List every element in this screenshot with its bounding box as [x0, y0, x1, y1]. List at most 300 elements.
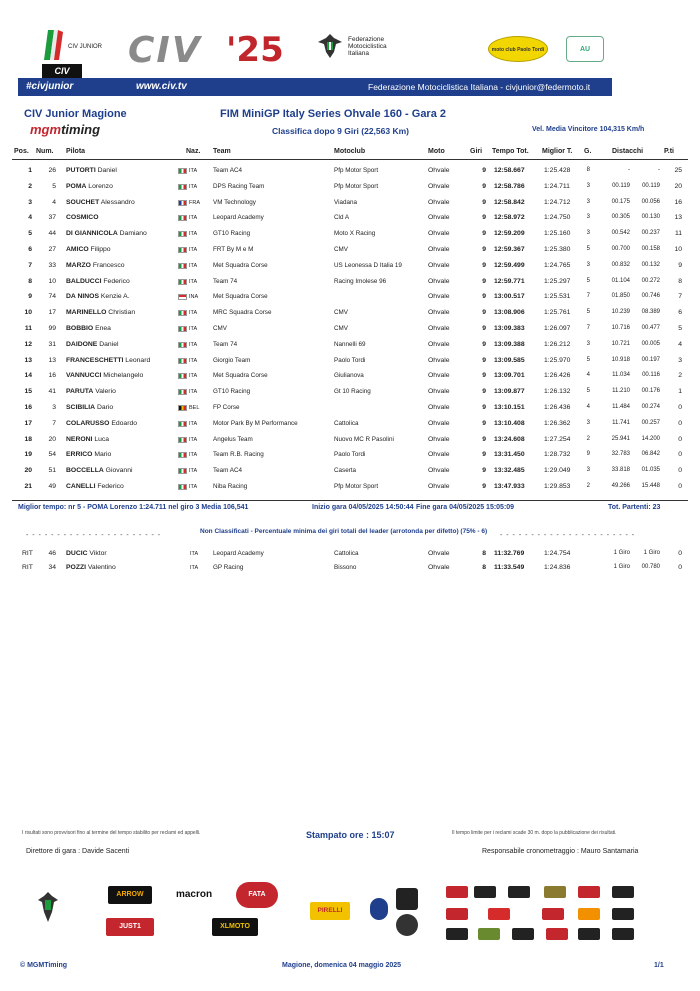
cell-num: 31: [48, 340, 56, 348]
cell-num: 3: [52, 404, 56, 411]
cell-pti: 25: [674, 167, 682, 174]
flag-ina-icon: [178, 294, 187, 300]
cell-team: FP Corse: [213, 404, 240, 411]
cell-pos: 8: [28, 277, 32, 285]
cell-naz: ITA: [190, 551, 199, 557]
rider-firstname: Francesco: [92, 261, 125, 269]
cell-giri: 9: [482, 293, 486, 301]
cell-moto: Ohvale: [428, 261, 450, 269]
cell-tempo: 13:09.585: [494, 356, 525, 364]
cell-motoclub: Paolo Tordi: [334, 451, 366, 459]
cell-num: 51: [48, 467, 56, 475]
rider-lastname: BOBBIO: [66, 325, 94, 332]
cell-pilota: [66, 467, 132, 474]
cell-distacco-leader: 11.484: [612, 404, 630, 410]
cell-pos: 21: [24, 483, 32, 490]
sponsor-logo-icon: [396, 888, 418, 910]
cell-g: 9: [586, 451, 590, 458]
sponsor-small-icon: [578, 928, 600, 940]
rider-firstname: Mario: [94, 451, 112, 459]
cell-moto: Ohvale: [428, 467, 450, 475]
rider-firstname: Viktor: [89, 550, 107, 557]
cell-moto: Ohvale: [428, 419, 450, 427]
moto-club-logo: moto club Paolo Tordi: [488, 36, 548, 62]
cell-g: 3: [586, 340, 590, 347]
cell-motoclub: Bissono: [334, 564, 357, 571]
rider-lastname: MARZO: [66, 261, 91, 269]
flag-ita-icon: [178, 279, 187, 285]
cell-team: Motor Park By M Performance: [213, 419, 298, 427]
cell-tempo: 13:09.877: [494, 388, 525, 396]
cell-pti: 4: [678, 340, 682, 348]
cell-num: 34: [48, 564, 56, 571]
cell-naz: ITA: [189, 420, 198, 427]
cell-g: 3: [586, 182, 590, 189]
cell-moto: Ohvale: [428, 483, 450, 490]
cell-distacco-prev: 06.842: [641, 451, 660, 458]
sponsor-small-icon: [578, 886, 600, 898]
cell-pti: 13: [674, 214, 682, 222]
rider-firstname: Daniel: [99, 340, 119, 348]
fmi-eagle-icon: [316, 32, 344, 60]
cell-pilota: [66, 246, 111, 253]
cell-motoclub: CMV: [334, 309, 348, 317]
sponsor-arrow: ARROW: [108, 886, 152, 904]
cell-pti: 2: [678, 372, 682, 380]
rider-lastname: ERRICO: [66, 451, 93, 459]
cell-moto: Ohvale: [428, 246, 450, 253]
cell-miglior: 1:26.436: [544, 404, 571, 411]
civ-small-badge: CIV: [42, 64, 82, 78]
cell-motoclub: Paolo Tordi: [334, 356, 366, 364]
website-link[interactable]: www.civ.tv: [136, 81, 187, 92]
cell-tempo: 12:58.786: [494, 182, 525, 190]
cell-distacco-leader: 32.783: [611, 451, 630, 458]
flag-ita-icon: [178, 452, 187, 458]
rider-firstname: Michelangelo: [103, 372, 144, 380]
cell-pilota: [66, 388, 116, 395]
cell-pilota: [66, 325, 111, 332]
cell-pilota: [66, 550, 107, 557]
cell-team: Leopard Academy: [213, 550, 264, 557]
cell-pos: 6: [28, 246, 32, 253]
cell-distacco-leader: 00.542: [611, 230, 630, 237]
cell-naz: ITA: [189, 452, 198, 459]
sponsor-small-icon: [546, 928, 568, 940]
cell-team: Team R.B. Racing: [213, 451, 264, 459]
cell-team: DPS Racing Team: [213, 182, 265, 190]
au-logo: AU: [566, 36, 604, 62]
cell-moto: Ohvale: [428, 388, 450, 396]
cell-moto: Ohvale: [428, 167, 450, 174]
cell-miglior: 1:26.212: [544, 340, 571, 348]
cell-distacco-prev: 00.272: [641, 277, 660, 284]
flag-ita-icon: [178, 184, 187, 190]
cell-g: 3: [586, 261, 590, 268]
cell-distacco-leader: 49.266: [611, 483, 630, 489]
cell-distacco-leader: -: [628, 167, 630, 173]
cell-pti: 0: [678, 419, 682, 427]
cell-miglior: 1:25.761: [544, 309, 571, 317]
rider-lastname: PUTORTI: [66, 167, 96, 174]
col-distacchi: Distacchi: [612, 148, 644, 155]
cell-distacco-prev: 00.237: [641, 230, 660, 237]
cell-team: GP Racing: [213, 564, 244, 571]
cell-giri: 9: [482, 261, 486, 269]
best-lap-line: Miglior tempo: nr 5 - POMA Lorenzo 1:24.711 nel giro 3 Media 106,541: [18, 504, 249, 511]
flag-ita-icon: [178, 310, 187, 316]
cell-moto: Ohvale: [428, 182, 450, 190]
rider-lastname: MARINELLO: [66, 309, 107, 317]
series-title: FIM MiniGP Italy Series Ohvale 160 - Gara 2: [220, 108, 447, 120]
cell-giri: 9: [482, 246, 486, 253]
cell-giri: 9: [482, 356, 486, 364]
cell-g: 7: [586, 293, 590, 300]
cell-motoclub: Pfp Motor Sport: [334, 483, 379, 490]
cell-distacco-leader: 10.716: [611, 325, 630, 331]
col-motoclub: Motoclub: [334, 148, 366, 155]
flag-ita-icon: [178, 389, 187, 395]
col-g: G.: [584, 148, 592, 155]
cell-num: 5: [52, 182, 56, 190]
cell-team: Team 74: [213, 277, 238, 285]
cell-pilota: [66, 404, 113, 411]
cell-miglior: 1:24.836: [544, 564, 571, 571]
flag-ita-icon: [178, 342, 187, 348]
cell-team: Angelus Team: [213, 435, 253, 443]
cell-moto: Ohvale: [428, 309, 450, 317]
mgm-timing-logo: [30, 122, 100, 137]
cell-num: 26: [48, 167, 56, 174]
cell-moto: Ohvale: [428, 404, 450, 411]
cell-distacco-leader: 00.700: [611, 246, 630, 252]
cell-pos: 20: [24, 467, 32, 475]
cell-miglior: 1:25.380: [544, 246, 571, 253]
cell-miglior: 1:24.712: [544, 198, 571, 206]
table-bottom-rule: [12, 500, 688, 501]
cell-pilota: [66, 309, 135, 316]
col-moto: Moto: [428, 148, 445, 155]
cell-naz: ITA: [190, 565, 199, 571]
cell-pti: 11: [674, 230, 682, 238]
cell-pti: 0: [678, 467, 682, 475]
cell-num: 49: [48, 483, 56, 490]
cell-g: 3: [586, 230, 590, 237]
rider-firstname: Federico: [103, 277, 130, 285]
cell-motoclub: Giulianova: [334, 372, 364, 380]
cell-pilota: [66, 436, 109, 443]
cell-moto: Ohvale: [428, 230, 450, 238]
cell-distacco-leader: 10.239: [611, 309, 630, 316]
cell-giri: 9: [482, 388, 486, 396]
cell-distacco-leader: 25.941: [611, 435, 630, 442]
sponsor-just1: JUST1: [106, 918, 154, 936]
rider-firstname: Christian: [108, 309, 136, 317]
cell-miglior: 1:24.765: [544, 261, 571, 269]
cell-motoclub: CMV: [334, 325, 348, 332]
cell-num: 41: [48, 388, 56, 396]
cell-miglior: 1:29.049: [544, 467, 571, 475]
header-rule: [12, 159, 688, 160]
cell-num: 16: [48, 372, 56, 380]
cell-distacco-prev: 00.274: [641, 404, 660, 410]
col-team: Team: [213, 148, 231, 155]
cell-naz: FRA: [189, 199, 200, 206]
cell-g: 7: [586, 325, 590, 331]
cell-distacco-prev: 00.257: [641, 419, 660, 426]
rider-lastname: BALDUCCI: [66, 277, 102, 285]
place-date: Magione, domenica 04 maggio 2025: [282, 962, 402, 969]
cell-pos: 5: [28, 230, 32, 238]
cell-tempo: 13:10.151: [494, 404, 525, 411]
cell-team: Met Squadra Corse: [213, 372, 268, 380]
event-title: CIV Junior Magione: [24, 108, 127, 120]
cell-motoclub: Nuovo MC R Pasolini: [334, 435, 394, 443]
classifica-subtitle: Classifica dopo 9 Giri (22,563 Km): [272, 126, 409, 136]
cell-distacco-prev: 00.176: [641, 388, 660, 395]
cell-team: FRT By M e M: [213, 246, 254, 253]
cell-moto: Ohvale: [428, 435, 450, 443]
cell-pos: 16: [24, 404, 32, 411]
cell-distacco-leader: 10.918: [611, 356, 630, 363]
cell-tempo: 12:59.499: [494, 261, 525, 269]
civ-big-logo: CIV: [128, 30, 202, 71]
cell-team: Team AC4: [213, 167, 243, 174]
cell-giri: 8: [482, 564, 486, 571]
cell-tempo: 13:08.906: [494, 309, 525, 317]
cell-moto: Ohvale: [428, 325, 450, 332]
flag-ita-icon: [178, 247, 187, 253]
rider-lastname: BOCCELLA: [66, 467, 104, 475]
cell-distacco-leader: 01.850: [611, 293, 630, 300]
flag-ita-icon: [178, 484, 187, 490]
cell-distacco-prev: 00.197: [641, 356, 660, 363]
cell-miglior: 1:24.750: [544, 214, 571, 222]
cell-giri: 9: [482, 214, 486, 222]
cell-giri: 9: [482, 483, 486, 490]
cell-team: VM Technology: [213, 198, 256, 206]
sponsor-xlmoto: XLMOTO: [212, 918, 258, 936]
fmi-eagle-icon: [36, 892, 60, 924]
cell-pti: 10: [674, 246, 682, 253]
cell-pilota: [66, 420, 137, 427]
sponsor-pirelli: PIRELLI: [310, 902, 350, 920]
cell-miglior: 1:25.970: [544, 356, 571, 364]
hashtag: #civjunior: [26, 81, 74, 92]
cell-pos: 10: [24, 309, 32, 317]
cell-distacco-leader: 11.034: [612, 372, 630, 379]
cell-tempo: 12:58.667: [494, 167, 525, 174]
cell-motoclub: Cattolica: [334, 419, 359, 427]
flag-ita-icon: [178, 215, 187, 221]
copyright: © MGMTiming: [20, 962, 68, 969]
cell-tempo: 13:24.608: [494, 435, 525, 443]
cell-motoclub: Caserta: [334, 467, 357, 475]
rider-firstname: Damiano: [119, 230, 147, 238]
cell-g: 3: [586, 419, 590, 426]
civ-junior-logo: [42, 26, 106, 80]
cell-num: 7: [52, 419, 56, 427]
rider-firstname: Alessandro: [100, 198, 135, 206]
cell-motoclub: CMV: [334, 246, 348, 253]
cell-team: Giorgio Team: [213, 356, 251, 364]
cell-tempo: 13:00.517: [494, 293, 525, 301]
cell-tempo: 11:32.769: [494, 550, 525, 557]
cell-pos: 17: [24, 419, 32, 427]
cell-num: 27: [48, 246, 56, 253]
cell-pos: 3: [28, 198, 32, 206]
flag-ita-icon: [178, 373, 187, 379]
cell-moto: Ohvale: [428, 564, 450, 571]
cell-motoclub: Cattolica: [334, 550, 359, 557]
sponsor-small-icon: [446, 886, 468, 898]
rider-lastname: COSMICO: [66, 214, 99, 222]
rider-firstname: Lorenzo: [88, 182, 113, 190]
cell-pos: 4: [28, 214, 32, 222]
cell-distacco-prev: 00.746: [641, 293, 660, 300]
cell-naz: ITA: [189, 247, 198, 253]
fmi-text: [348, 36, 387, 57]
cell-g: 3: [586, 214, 590, 221]
cell-moto: Ohvale: [428, 214, 450, 222]
cell-motoclub: Pfp Motor Sport: [334, 167, 379, 174]
cell-pti: 3: [678, 356, 682, 364]
cell-giri: 9: [482, 325, 486, 332]
cell-distacco-prev: 15.448: [641, 483, 660, 489]
cell-pos: 1: [28, 167, 32, 174]
sponsor-small-icon: [542, 908, 564, 920]
cell-giri: 9: [482, 372, 486, 380]
race-end: Fine gara 04/05/2025 15:05:09: [416, 504, 515, 511]
cell-motoclub: Viadana: [334, 198, 357, 206]
cell-pti: 1: [678, 388, 682, 396]
logo-timing: timing: [61, 122, 101, 137]
cell-distacco-leader: 11.741: [612, 419, 630, 426]
cell-naz: ITA: [189, 468, 198, 475]
rider-lastname: VANNUCCI: [66, 372, 102, 380]
cell-tempo: 13:47.933: [494, 483, 525, 490]
cell-pti: 0: [678, 404, 682, 411]
flag-ita-icon: [178, 326, 187, 332]
cell-giri: 9: [482, 167, 486, 174]
disclaimer-left: I risultati sono provvisori fino al termine del tempo stabilito per reclami ed appelli.: [22, 830, 201, 836]
cell-miglior: 1:24.754: [544, 550, 571, 557]
printed-time: Stampato ore : 15:07: [306, 830, 395, 840]
cell-naz: ITA: [189, 436, 198, 443]
rider-lastname: SCIBILIA: [66, 404, 96, 411]
cell-pos: 19: [24, 451, 32, 459]
cell-pti: 20: [674, 182, 682, 190]
cell-pti: 16: [674, 198, 682, 206]
cell-pos: 2: [28, 182, 32, 190]
cell-g: 5: [586, 246, 590, 252]
separator-dots-right: - - - - - - - - - - - - - - - - - - - - - -: [500, 532, 636, 539]
cell-pos: 7: [28, 261, 32, 269]
cell-pti: 9: [678, 261, 682, 269]
cell-distacco-prev: -: [658, 167, 660, 173]
rider-firstname: Valerio: [95, 388, 116, 396]
cell-motoclub: Nannelli 69: [334, 340, 366, 348]
cell-distacco-prev: 00.119: [642, 182, 660, 189]
cell-pos: 11: [24, 325, 32, 332]
cell-team: MRC Squadra Corse: [213, 309, 272, 317]
cell-pos: 14: [24, 372, 32, 380]
cell-g: 5: [586, 388, 590, 395]
cell-pilota: [66, 199, 135, 206]
flag-ita-icon: [178, 421, 187, 427]
flag-bel-icon: [178, 405, 187, 411]
fmi-text-line: Federazione: [348, 36, 385, 43]
cell-g: 5: [586, 356, 590, 363]
rider-firstname: Leonard: [125, 356, 151, 364]
cell-pti: 0: [678, 435, 682, 443]
cell-distacco-leader: 00.305: [611, 214, 630, 221]
cell-distacco-prev: 14.200: [641, 435, 660, 442]
flag-ita-icon: [178, 468, 187, 474]
cell-distacco-prev: 00.477: [641, 325, 660, 331]
cell-miglior: 1:26.426: [544, 372, 571, 380]
cell-pilota: [66, 214, 98, 221]
cell-miglior: 1:28.732: [544, 451, 571, 459]
rider-lastname: CANELLI: [66, 483, 96, 490]
cell-tempo: 13:10.408: [494, 419, 525, 427]
cell-pti: 6: [678, 309, 682, 317]
cell-status: RIT: [22, 564, 33, 571]
cell-motoclub: Moto X Racing: [334, 230, 376, 238]
cell-team: GT10 Racing: [213, 230, 251, 238]
cell-tempo: 13:09.701: [494, 372, 525, 380]
separator-dots-left: - - - - - - - - - - - - - - - - - - - - - -: [26, 532, 162, 539]
sponsor-small-icon: [474, 886, 496, 898]
cell-pilota: [66, 564, 116, 571]
race-director: Direttore di gara : Davide Sacenti: [26, 848, 130, 855]
rider-firstname: Valentino: [87, 564, 116, 571]
rider-firstname: Edoardo: [111, 419, 138, 427]
cell-giri: 9: [482, 419, 486, 427]
cell-miglior: 1:26.132: [544, 388, 571, 396]
cell-team: Leopard Academy: [213, 214, 264, 222]
rider-firstname: Kenzie A.: [100, 293, 130, 301]
cell-num: 17: [48, 309, 56, 317]
cell-miglior: 1:25.428: [544, 167, 571, 174]
cell-giri: 9: [482, 340, 486, 348]
flag-fra-icon: [178, 200, 187, 206]
fmi-text-line: Italiana: [348, 50, 369, 57]
cell-tempo: 12:59.209: [494, 230, 525, 238]
cell-distacco-prev: 00.056: [641, 198, 660, 205]
cell-pos: 12: [24, 340, 32, 348]
sponsor-small-icon: [578, 908, 600, 920]
cell-g: 5: [586, 309, 590, 316]
cell-naz: ITA: [189, 262, 198, 269]
cell-distacco-leader: 11.210: [612, 388, 630, 395]
non-classified-title: Non Classificati - Percentuale minima dei giri totali del leader (arrotonda per difetto) (75% - 6): [200, 528, 488, 535]
cell-tempo: 13:32.485: [494, 467, 525, 475]
cell-naz: ITA: [189, 341, 198, 348]
cell-miglior: 1:26.097: [544, 325, 571, 332]
cell-moto: Ohvale: [428, 198, 450, 206]
cell-team: CMV: [213, 325, 227, 332]
rider-firstname: Federico: [97, 483, 124, 490]
cell-distacco-prev: 00.158: [641, 246, 660, 252]
cell-giri: 9: [482, 435, 486, 443]
rider-lastname: DUCIC: [66, 550, 88, 557]
cell-miglior: 1:25.531: [544, 293, 571, 301]
cell-pilota: [66, 230, 147, 237]
cell-g: 3: [586, 198, 590, 205]
cell-motoclub: Cld A: [334, 214, 350, 222]
rider-firstname: Enea: [95, 325, 111, 332]
